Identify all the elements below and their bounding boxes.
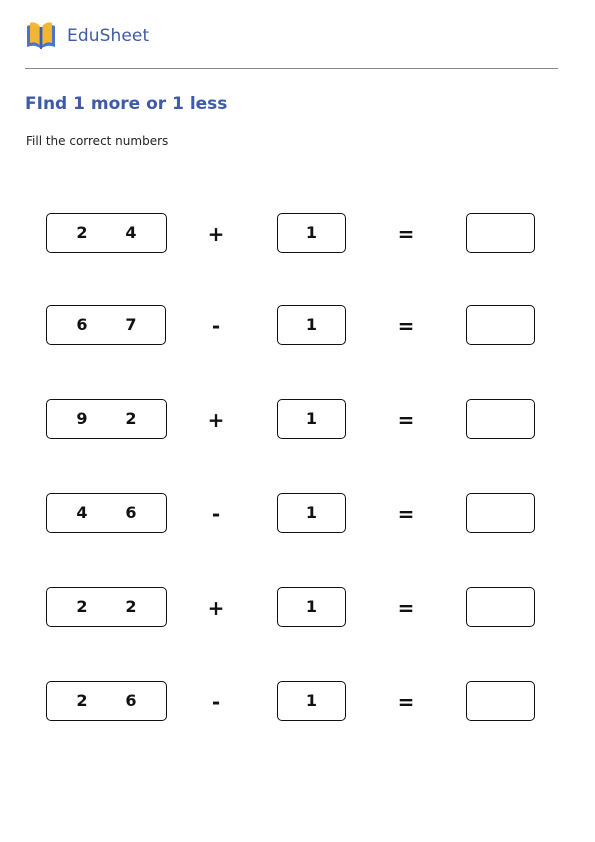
operand-box [277,493,346,533]
answer-box[interactable] [466,493,535,533]
operand-value: 1 [305,691,318,710]
problem-row [0,493,595,535]
number-box [46,681,167,721]
answer-box[interactable] [466,399,535,439]
tens-digit: 6 [76,315,88,334]
operator: - [211,690,221,714]
number-box [46,493,167,533]
tens-digit: 4 [76,503,88,522]
brand-name: EduSheet [67,26,150,46]
operand-value: 1 [305,503,318,522]
worksheet-title: FInd 1 more or 1 less [25,94,228,114]
answer-box[interactable] [466,305,535,345]
number-box [46,305,166,345]
ones-digit: 7 [125,315,137,334]
operand-box [277,587,346,627]
operand-box [277,213,346,253]
operand-value: 1 [305,223,318,242]
number-box [46,587,167,627]
worksheet-instructions: Fill the correct numbers [26,134,169,148]
problem-row [0,399,595,441]
tens-digit: 2 [76,223,88,242]
answer-box[interactable] [466,681,535,721]
operand-box [277,681,346,721]
operand-box [277,305,346,345]
equals-sign: = [397,408,415,432]
ones-digit: 4 [125,223,137,242]
problem-row [0,587,595,629]
ones-digit: 6 [125,691,137,710]
header [25,20,149,52]
ones-digit: 6 [125,503,137,522]
equals-sign: = [397,314,415,338]
operator: + [207,408,225,432]
tens-digit: 2 [76,691,88,710]
problem-row [0,681,595,723]
operand-value: 1 [305,315,318,334]
tens-digit: 2 [76,597,88,616]
tens-digit: 9 [76,409,88,428]
operator: - [211,314,221,338]
equals-sign: = [397,690,415,714]
equals-sign: = [397,502,415,526]
ones-digit: 2 [125,409,137,428]
operand-value: 1 [305,409,318,428]
operator: - [211,502,221,526]
equals-sign: = [397,596,415,620]
problem-row [0,305,595,347]
problem-row [0,213,595,255]
answer-box[interactable] [466,213,535,253]
open-book-icon [25,21,57,51]
operand-value: 1 [305,597,318,616]
answer-box[interactable] [466,587,535,627]
operand-box [277,399,346,439]
operator: + [207,596,225,620]
header-divider [25,68,558,69]
number-box [46,213,167,253]
ones-digit: 2 [125,597,137,616]
operator: + [207,222,225,246]
number-box [46,399,167,439]
equals-sign: = [397,222,415,246]
